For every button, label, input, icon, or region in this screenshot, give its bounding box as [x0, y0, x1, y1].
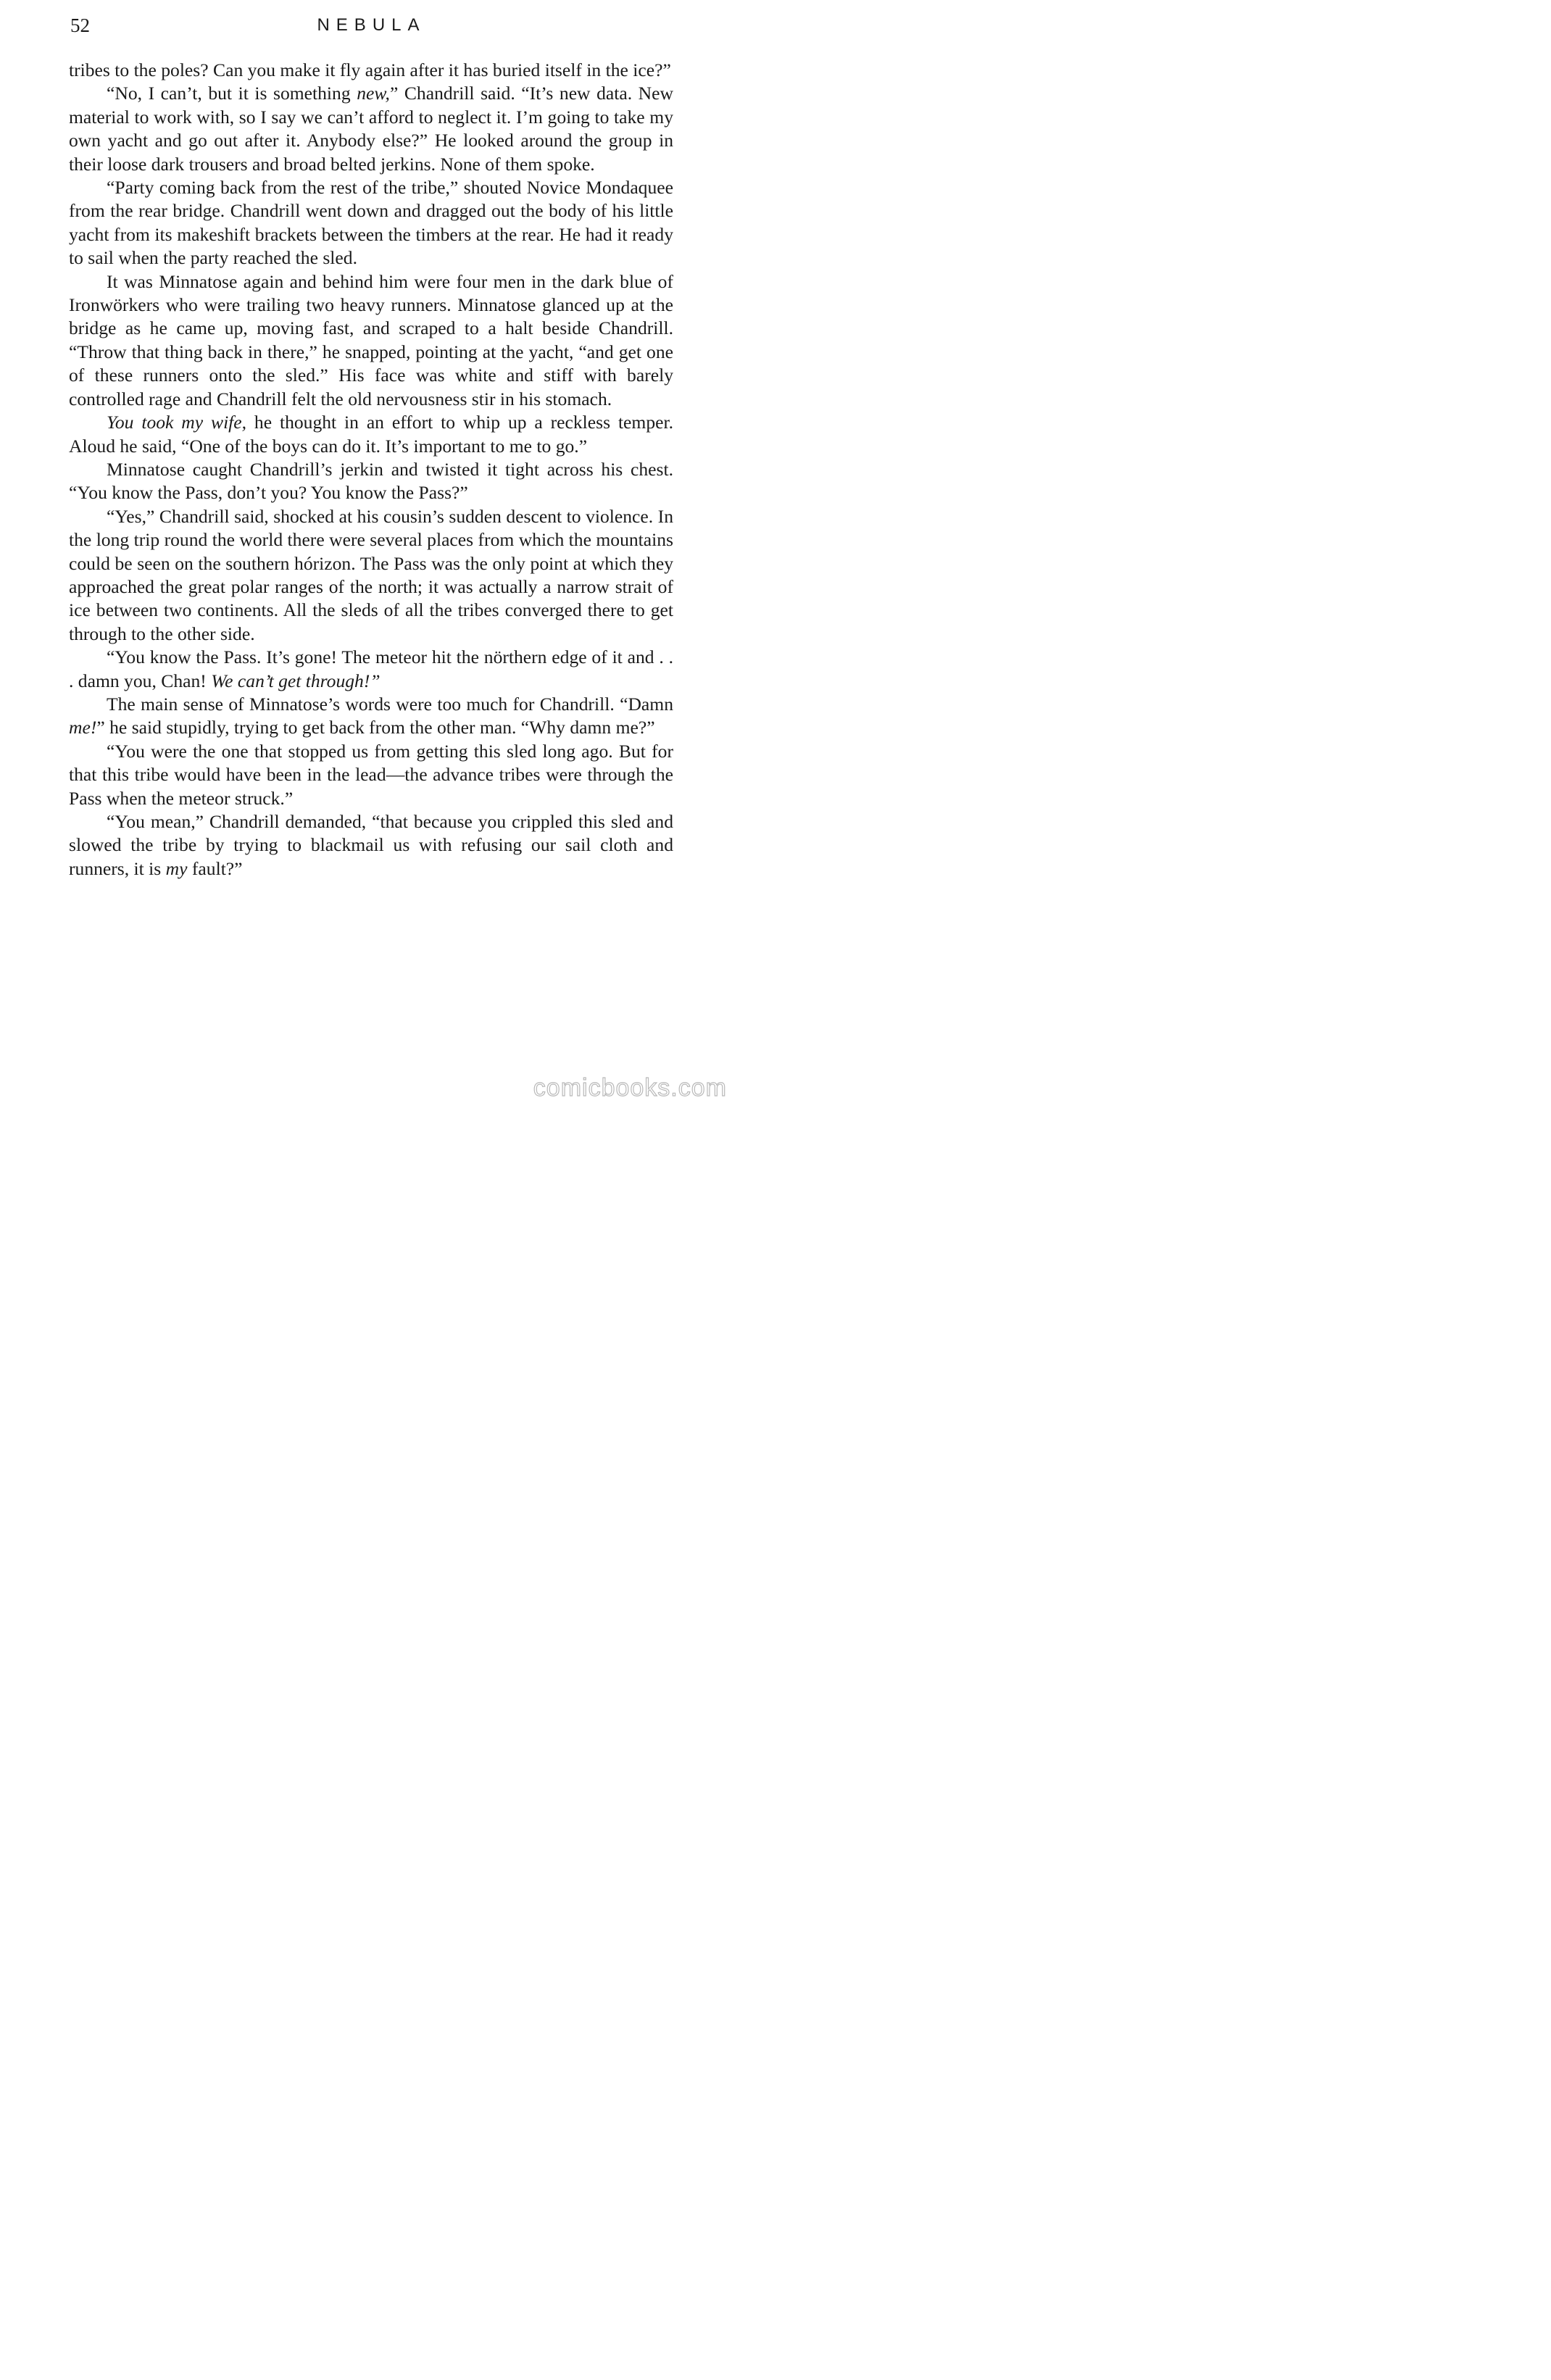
- italic-text: my: [165, 857, 188, 879]
- paragraph: “No, I can’t, but it is something new,” Chandrill said. “It’s new data. New material to work with, so I say we can’t afford to neglect it. I’m going to take my own yacht and go out after it. Anybody else?” He looked around the group in their loose dark trousers and broad belted jerkins. None of them spoke.: [69, 83, 674, 175]
- paragraph: It was Minnatose again and behind him were four men in the dark blue of Ironwörkers who were trailing two heavy runners. Minnatose glanced up at the bridge as he came up, moving fast, and scraped to a halt beside Chandrill. “Throw that thing back in there,” he snapped, pointing at the yacht, “and get one of these runners onto the sled.” His face was white and stiff with barely controlled rage and Chandrill felt the old nervousness stir in his stomach.: [69, 270, 673, 409]
- page-number: 52: [70, 14, 90, 36]
- paragraph: “You mean,” Chandrill demanded, “that because you crippled this sled and slowed the tribe by trying to blackmail us with refusing our sail cloth and runners, it is my fault?”: [69, 811, 673, 879]
- paragraph: “Party coming back from the rest of the tribe,” shouted Novice Mondaquee from the rear bridge. Chandrill went down and dragged out the body of his little yacht from its makeshift brackets between the timbers at the rear. He had it ready to sail when the party reached the sled.: [69, 177, 673, 269]
- italic-text: You took my wife,: [107, 412, 247, 433]
- paragraph: Minnatose caught Chandrill’s jerkin and twisted it tight across his chest. “You know the Pass, don’t you? You know the Pass?”: [69, 458, 673, 504]
- paragraph: “You were the one that stopped us from getting this sled long ago. But for that this tribe would have been in the lead—the advance tribes were through the Pass when the meteor struck.”: [69, 740, 673, 809]
- paragraph: tribes to the poles? Can you make it fly again after it has buried itself in the ice?”: [69, 59, 671, 80]
- body-text: [69, 59, 673, 881]
- italic-text: me!: [69, 717, 97, 738]
- paragraph: “You know the Pass. It’s gone! The meteor hit the nörthern edge of it and . . . damn you, Chan! We can’t get through!”: [69, 646, 673, 691]
- italic-text: new,: [357, 83, 390, 104]
- paragraph: The main sense of Minnatose’s words were too much for Chandrill. “Damn me!” he said stupidly, trying to get back from the other man. “Why damn me?”: [69, 693, 673, 738]
- italic-text: We can’t get through!”: [211, 670, 381, 691]
- paragraph: “Yes,” Chandrill said, shocked at his cousin’s sudden descent to violence. In the long trip round the world there were several places from which the mountains could be seen on the southern hórizon. The Pass was the only point at which they approached the great polar ranges of the north; it was actually a narrow strait of ice between two continents. All the sleds of all the tribes converged there to get through to the other side.: [69, 505, 673, 644]
- running-head: NEBULA: [317, 15, 426, 35]
- watermark: comicbooks.com: [533, 1074, 727, 1102]
- paragraph: You took my wife, he thought in an effort to whip up a reckless temper. Aloud he said, “One of the boys can do it. It’s important to me to go.”: [69, 412, 673, 457]
